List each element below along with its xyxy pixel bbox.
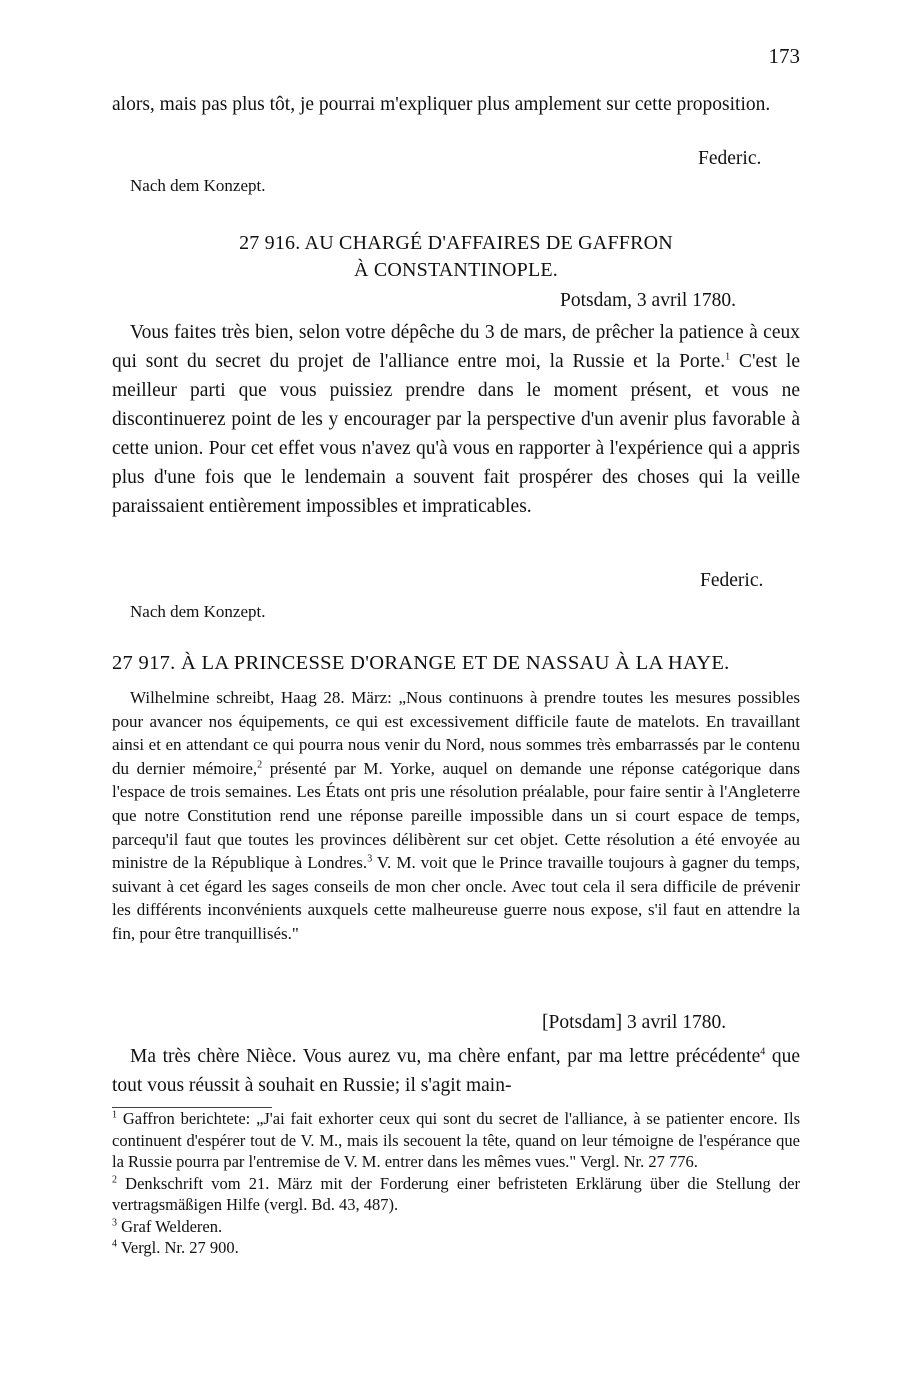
footnote-text: Denkschrift vom 21. März mit der Forderung einer befristeten Erklärung über die Stellung der vertragsmäßigen Hilfe (vergl. Bd. 43, 487). (112, 1173, 800, 1214)
letter-body-text: C'est le meilleur parti que vous puissiez prendre dans le moment présent, et vous ne discontinuerez point de les y encourager par la perspective d'un avenir plus favorable à cette union. Pour cet effet vous n'avez qu'à vous en rapporter à l'expérience qui a appris plus d'une fois que le lendemain a souvent fait prospérer des choses qui la veille paraissaient entièrement impossibles et impraticables. (112, 351, 800, 517)
letter-heading: 27 917. À LA PRINCESSE D'ORANGE ET DE NASSAU À LA HAYE. (112, 652, 730, 674)
quoted-letter-text: présenté par M. Yorke, auquel on demande une réponse catégorique dans l'espace de trois semaines. Les États ont pris une résolution préalable, pour faire sentir à l'Angleterre que notre Constitution rend une réponse pareille impossible dans un si court espace de temps, parcequ'il faut que toutes les provinces délibèrent sur cet objet. Cette résolution a été envoyée au ministre de la République à Londres. (112, 758, 800, 873)
continuation-paragraph: alors, mais pas plus tôt, je pourrai m'expliquer plus amplement sur cette proposition. (112, 94, 771, 115)
letter-body-text: Vous faites très bien, selon votre dépêche du 3 de mars, de prêcher la patience à ceux qui sont du secret du projet de l'alliance entre moi, la Russie et la Porte. (112, 322, 800, 372)
dateline: [Potsdam] 3 avril 1780. (542, 1012, 727, 1033)
footnote (112, 1237, 800, 1259)
page-number: 173 (768, 44, 800, 68)
footnote-number: 3 (112, 1217, 117, 1228)
letter-heading (112, 230, 800, 284)
quoted-letter-text: Wilhelmine schreibt, Haag 28. März: „Nous continuons à prendre toutes les mesures possibles pour avancer nos équipements, ce qui est excessivement difficile faute de matelots. En travaillant ainsi et en attendant ce qui pourra nous venir du Nord, nous sommes très embarrassés par le contenu du dernier mémoire, (112, 688, 800, 778)
footnote-ref: 1 (725, 351, 731, 363)
signature: Federic. (698, 148, 762, 169)
footnote-ref: 3 (367, 853, 373, 865)
footnote (112, 1216, 800, 1238)
heading-line: 27 916. AU CHARGÉ D'AFFAIRES DE GAFFRON (239, 232, 673, 254)
footnote-ref: 4 (760, 1046, 766, 1058)
signature: Federic. (700, 570, 764, 591)
footnote-ref: 2 (257, 759, 263, 771)
footnote-number: 4 (112, 1238, 117, 1250)
footnote-text: Graf Welderen. (121, 1216, 223, 1236)
footnote (112, 1173, 800, 1216)
heading-line: À CONSTANTINOPLE. (353, 259, 558, 281)
footnote-number: 2 (112, 1174, 117, 1185)
footnotes (112, 1108, 800, 1259)
footnote-text: Vergl. Nr. 27 900. (120, 1238, 239, 1257)
footnote-text: Gaffron berichtete: „J'ai fait exhorter ceux qui sont du secret de l'alliance, à se patienter encore. Ils continuent d'espérer tout de V. M., mais ils secouent la tête, quand on leur témoigne de l'espérance que la Russie pourra par l'entremise de V. M. entrer dans les mêmes vues." Vergl. Nr. 27 776. (112, 1109, 800, 1171)
letter-body-text: Ma très chère Nièce. Vous aurez vu, ma chère enfant, par ma lettre précédente (130, 1046, 761, 1067)
footnote-number: 1 (112, 1109, 117, 1121)
source-note: Nach dem Konzept. (130, 176, 266, 195)
quoted-letter-text: V. M. voit que le Prince travaille toujours à gagner du temps, suivant à cet égard les sages conseils de mon cher oncle. Avec tout cela il sera difficile de prévenir les différents inconvénients auxquels cette malheureuse guerre nous expose, s'il faut en attendre la fin, pour être tranquillisés." (112, 853, 800, 943)
letter-body-text: que tout vous réussit à souhait en Russie; il s'agit main- (112, 1046, 801, 1096)
source-note: Nach dem Konzept. (130, 602, 266, 621)
letter-body (112, 1042, 800, 1100)
quoted-letter (112, 686, 800, 946)
letter-body (112, 318, 800, 521)
footnote (112, 1108, 800, 1173)
dateline: Potsdam, 3 avril 1780. (560, 290, 737, 311)
